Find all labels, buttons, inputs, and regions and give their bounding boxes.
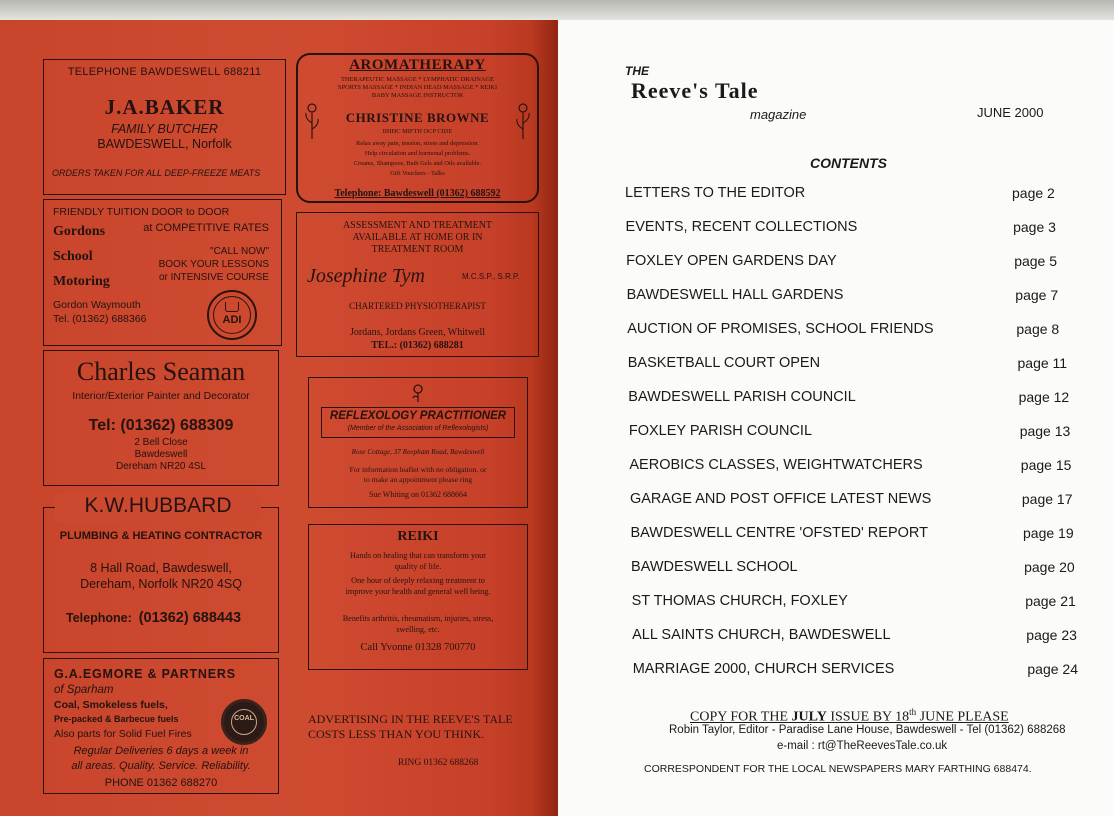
aroma-services-3: BABY MASSAGE INSTRUCTOR xyxy=(371,92,464,99)
gordons-headline: FRIENDLY TUITION DOOR to DOOR xyxy=(53,206,230,218)
aroma-desc-4: Gift Vouchers - Talks xyxy=(390,170,445,177)
contents-item xyxy=(632,627,1092,649)
gordons-name-3: Motoring xyxy=(53,274,110,289)
aroma-desc-1: Relax away pain, tension, stress and depression. xyxy=(356,140,479,147)
contents-item-title: BAWDESWELL PARISH COUNCIL xyxy=(628,389,856,405)
masthead-subtitle: magazine xyxy=(750,107,807,122)
physio-name: Josephine Tym xyxy=(307,265,425,287)
reiki-para-2: One hour of deeply relaxing treatment to improve your health and general well being. xyxy=(345,576,491,596)
hubbard-name: K.W.HUBBARD xyxy=(55,494,261,522)
rose-icon xyxy=(409,383,427,403)
reiki-title: REIKI xyxy=(397,529,439,544)
gordons-contact: Gordon Waymouth xyxy=(53,299,141,311)
egmore-line-4: Regular Deliveries 6 days a week in xyxy=(73,745,249,757)
contents-item xyxy=(628,355,1088,377)
contents-item-page: page 8 xyxy=(1016,321,1060,337)
driving-school-advert xyxy=(43,199,282,346)
gordons-rates: at COMPETITIVE RATES xyxy=(143,222,269,234)
reflexology-address: Rose Cottage, 37 Reepham Road, Bawdeswell xyxy=(351,448,485,456)
physio-quals: M.C.S.P., S.R.P. xyxy=(462,272,520,281)
contents-item-title: MARRIAGE 2000, CHURCH SERVICES xyxy=(632,661,895,677)
contents-item xyxy=(633,661,1093,683)
contents-item-page: page 12 xyxy=(1018,389,1070,405)
physio-tel: TEL.: (01362) 688281 xyxy=(371,340,464,351)
contents-item-page: page 15 xyxy=(1020,457,1072,473)
crown-icon xyxy=(225,302,239,312)
contents-item-page: page 24 xyxy=(1027,661,1078,677)
gordons-call: "CALL NOW" xyxy=(210,246,269,257)
advertising-ring: RING 01362 688268 xyxy=(398,758,479,768)
reiki-advert xyxy=(308,524,528,670)
gordons-book: BOOK YOUR LESSONS xyxy=(158,259,269,270)
egmore-line-2: Pre-packed & Barbecue fuels xyxy=(54,714,179,724)
contents-item xyxy=(631,525,1091,547)
contents-item-page: page 23 xyxy=(1026,627,1077,643)
contents-item-title: BASKETBALL COURT OPEN xyxy=(627,355,821,371)
aroma-practitioner: CHRISTINE BROWNE xyxy=(345,110,490,125)
contents-heading: CONTENTS xyxy=(810,155,887,171)
contents-item-page: page 20 xyxy=(1024,559,1075,575)
egmore-of: of Sparham xyxy=(54,684,114,696)
contents-item-page: page 7 xyxy=(1015,287,1059,303)
contents-item-page: page 21 xyxy=(1025,593,1076,609)
contents-item xyxy=(629,457,1089,479)
advertising-text: ADVERTISING IN THE REEVE'S TALE COSTS LESS THAN YOU THINK. xyxy=(308,712,513,741)
aroma-services-2: SPORTS MASSAGE * INDIAN HEAD MASSAGE * REIKI xyxy=(337,84,498,91)
seaman-trade: Interior/Exterior Painter and Decorator xyxy=(72,390,250,402)
aroma-desc-2: Help circulation and hormonal problems. xyxy=(364,150,471,157)
contents-item-page: page 13 xyxy=(1019,423,1071,439)
aroma-phone: Telephone: Bawdeswell (01362) 688592 xyxy=(334,188,501,199)
contents-page xyxy=(558,20,1114,816)
contents-item xyxy=(626,253,1086,275)
aroma-quals: IIHHC MIFTH OCP CIDE xyxy=(382,128,453,135)
contents-item-title: BAWDESWELL HALL GARDENS xyxy=(626,287,844,303)
scanner-edge xyxy=(0,0,1114,20)
coal-merchant-advert xyxy=(43,658,279,794)
contents-item-page: page 19 xyxy=(1023,525,1074,541)
contents-item xyxy=(631,559,1091,581)
aroma-services-1: THERAPEUTIC MASSAGE * LYMPHATIC DRAINAGE xyxy=(340,76,495,83)
masthead-the: THE xyxy=(625,64,649,78)
hubbard-address: 8 Hall Road, Bawdeswell, Dereham, Norfolk NR20 4SQ xyxy=(80,561,242,591)
physio-address: Jordans, Jordans Green, Whitwell xyxy=(349,327,486,338)
egmore-name: G.A.EGMORE & PARTNERS xyxy=(54,667,236,681)
baker-telephone: TELEPHONE BAWDESWELL 688211 xyxy=(67,66,262,78)
physiotherapist-advert xyxy=(296,212,539,357)
correspondent-line: CORRESPONDENT FOR THE LOCAL NEWSPAPERS MARY FARTHING 688474. xyxy=(644,763,1032,775)
physio-intro: ASSESSMENT AND TREATMENT AVAILABLE AT HOME OR IN TREATMENT ROOM xyxy=(342,220,493,255)
gordons-name-2: School xyxy=(53,249,93,264)
contents-item-page: page 11 xyxy=(1017,355,1068,371)
reflexology-contact: Sue Whiting on 01362 688664 xyxy=(368,490,468,499)
hubbard-trade: PLUMBING & HEATING CONTRACTOR xyxy=(59,530,263,542)
reiki-call: Call Yvonne 01328 700770 xyxy=(360,642,476,653)
baker-name: J.A.BAKER xyxy=(104,95,225,119)
contents-item-title: FOXLEY OPEN GARDENS DAY xyxy=(626,253,837,269)
contents-item-title: LETTERS TO THE EDITOR xyxy=(625,185,806,201)
contents-item-page: page 17 xyxy=(1021,491,1073,507)
contents-item xyxy=(626,219,1086,241)
aroma-title: AROMATHERAPY xyxy=(349,57,486,73)
egmore-line-5: all areas. Quality. Service. Reliability. xyxy=(71,760,251,772)
contents-item xyxy=(629,423,1089,445)
baker-location: BAWDESWELL, Norfolk xyxy=(97,137,232,151)
contents-item-page: page 3 xyxy=(1013,219,1056,235)
contents-item-title: AUCTION OF PROMISES, SCHOOL FRIENDS xyxy=(627,321,934,337)
contents-item-title: EVENTS, RECENT COLLECTIONS xyxy=(625,219,858,235)
contents-item-title: AEROBICS CLASSES, WEIGHTWATCHERS xyxy=(629,457,923,473)
aroma-desc-3: Creams, Shampoos, Bath Gels and Oils available. xyxy=(353,160,482,167)
contents-item xyxy=(630,491,1090,513)
seaman-address: 2 Bell Close Bawdeswell Dereham NR20 4SL xyxy=(115,437,207,472)
seaman-tel: Tel: (01362) 688309 xyxy=(88,417,234,434)
hubbard-phone: Telephone: (01362) 688443 xyxy=(66,610,242,626)
egmore-line-3: Also parts for Solid Fuel Fires xyxy=(54,728,192,740)
plumber-advert xyxy=(43,507,279,653)
contents-item xyxy=(627,287,1087,309)
baker-trade: FAMILY BUTCHER xyxy=(111,122,218,136)
gordons-tel: Tel. (01362) 688366 xyxy=(53,313,147,325)
reiki-para-1: Hands on healing that can transform your quality of life. xyxy=(350,551,486,571)
seaman-name: Charles Seaman xyxy=(76,357,246,386)
reflexology-info: For information leaflet with no obligation, or to make an appointment please ring xyxy=(349,465,487,484)
advertising-notice xyxy=(308,712,518,772)
gordons-intensive: or INTENSIVE COURSE xyxy=(158,272,269,283)
contents-item-title: BAWDESWELL SCHOOL xyxy=(631,559,798,575)
gordons-name-1: Gordons xyxy=(53,224,106,239)
contents-item-page: page 2 xyxy=(1012,185,1055,201)
contents-item xyxy=(627,321,1087,343)
contents-item-title: ALL SAINTS CHURCH, BAWDESWELL xyxy=(632,627,891,643)
baker-advert xyxy=(43,59,286,195)
contents-item-title: ST THOMAS CHURCH, FOXLEY xyxy=(631,593,848,609)
masthead-title: Reeve's Tale xyxy=(631,78,759,103)
issue-date: JUNE 2000 xyxy=(977,105,1044,120)
baker-note: ORDERS TAKEN FOR ALL DEEP-FREEZE MEATS xyxy=(52,168,261,178)
contents-item-page: page 5 xyxy=(1014,253,1058,269)
reflexology-title: REFLEXOLOGY PRACTITIONER xyxy=(329,410,507,422)
coal-badge-icon: COAL xyxy=(221,699,267,745)
editor-email: e-mail : rt@TheReevesTale.co.uk xyxy=(777,740,948,752)
reflexology-advert xyxy=(308,377,528,508)
decorator-advert xyxy=(43,350,279,486)
editor-contact: Robin Taylor, Editor - Paradise Lane House, Bawdeswell - Tel (01362) 688268 xyxy=(669,724,1066,736)
contents-item-title: GARAGE AND POST OFFICE LATEST NEWS xyxy=(629,491,932,507)
egmore-line-1: Coal, Smokeless fuels, xyxy=(54,699,168,711)
contents-item xyxy=(632,593,1092,615)
contents-item-title: BAWDESWELL CENTRE 'OFSTED' REPORT xyxy=(630,525,928,541)
contents-item xyxy=(625,185,1085,207)
egmore-phone: PHONE 01362 688270 xyxy=(104,777,218,789)
physio-role: CHARTERED PHYSIOTHERAPIST xyxy=(349,301,486,311)
reiki-para-3: Benefits arthritis, rheumatism, injuries, stress, swelling, etc. xyxy=(342,614,494,634)
copy-deadline: COPY FOR THE JULY ISSUE BY 18th JUNE PLEASE xyxy=(690,707,1009,725)
contents-item xyxy=(628,389,1088,411)
contents-item-title: FOXLEY PARISH COUNCIL xyxy=(628,423,813,439)
aromatherapy-advert xyxy=(296,53,539,203)
reflexology-member: (Member of the Association of Reflexologists) xyxy=(347,425,489,432)
adi-badge-icon: ADI xyxy=(207,290,257,340)
reflexology-title-box xyxy=(321,407,515,438)
